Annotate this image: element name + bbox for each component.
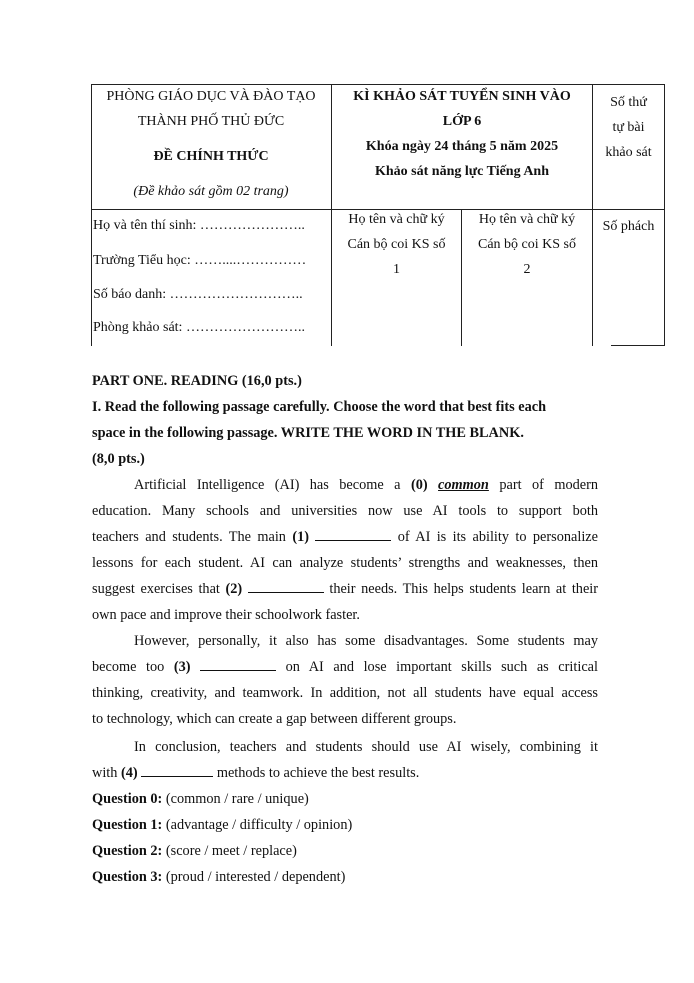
question-1 [92,812,598,838]
proctor-1-number: 1 [393,262,400,277]
proctor-2-block [462,207,592,282]
question-label: Question 0: [92,791,163,807]
secret-code-label: Số phách [602,219,655,234]
exam-title: KÌ KHẢO SÁT TUYỂN SINH VÀO [353,89,571,104]
proctor-1-block [332,207,461,282]
official-label: ĐỀ CHÍNH THỨC [153,149,269,164]
secret-code-underline [611,345,665,346]
passage-line: with (4) methods to achieve the best results. [92,760,598,786]
question-3 [92,864,598,890]
passage-line: lessons for each student. AI can analyze students’ strengths and weaknesses, then [92,555,598,571]
order-number-label [593,90,664,165]
passage-line: teachers and students. The main (1) of AI is its ability to personalize [92,524,598,550]
passage-line: Artificial Intelligence (AI) has become a (0) common part of modern [134,477,598,493]
question-label: Question 3: [92,869,163,885]
passage-line: own pace and improve their schoolwork faster. [92,607,360,623]
primary-school-field: Trường Tiểu học: ……....…………… [93,253,307,268]
exam-title-block [332,84,592,184]
blank-number-3: (3) [173,659,191,675]
exam-date: Khóa ngày 24 tháng 5 năm 2025 [365,139,559,154]
passage-line: to technology, which can create a gap between different groups. [92,711,457,727]
example-answer: common [438,477,489,493]
blank-number-2: (2) [225,581,243,597]
exam-subject: Khảo sát năng lực Tiếng Anh [375,164,549,179]
proctor-1-line-1: Họ tên và chữ ký [348,212,445,227]
question-label: Question 2: [92,843,163,859]
header-table [91,84,665,346]
question-2 [92,838,598,864]
candidate-id-field: Số báo danh: ……………………….. [93,287,303,302]
question-options: (common / rare / unique) [165,791,309,807]
order-line-1: Số thứ [610,95,647,110]
office-name: PHÒNG GIÁO DỤC VÀ ĐÀO TẠO [106,89,316,104]
answer-blank-1[interactable] [315,526,391,541]
answer-blank-4[interactable] [141,762,213,777]
question-options: (proud / interested / dependent) [165,869,346,885]
blank-number-0: (0) [410,477,428,493]
education-office [91,84,331,204]
exam-grade: LỚP 6 [442,114,482,129]
table-right-border [664,84,665,346]
question-options: (score / meet / replace) [165,843,297,859]
instruction-line-2: space in the following passage. WRITE THE WORD IN THE BLANK. [92,425,524,441]
passage-line: suggest exercises that (2) their needs. This helps students learn at their [92,576,598,602]
passage-line: However, personally, it also has some disadvantages. Some students may [134,633,598,649]
order-line-3: khảo sát [605,145,652,160]
question-options: (advantage / difficulty / opinion) [165,817,353,833]
answer-blank-2[interactable] [248,578,324,593]
proctor-2-line-2: Cán bộ coi KS số [478,237,576,252]
order-line-2: tự bài [612,120,645,135]
exam-room-field: Phòng khảo sát: …………………….. [93,320,305,335]
proctor-2-line-1: Họ tên và chữ ký [478,212,576,227]
proctor-2-number: 2 [523,262,531,277]
candidate-name-field: Họ và tên thí sinh: ………………….. [93,218,305,233]
blank-number-4: (4) [121,765,138,781]
passage-line: In conclusion, teachers and students should use AI wisely, combining it [134,739,598,755]
question-0 [92,786,598,812]
part-title: PART ONE. READING (16,0 pts.) [92,373,302,389]
passage-line: thinking, creativity, and teamwork. In addition, not all students have equal access [92,685,598,701]
question-label: Question 1: [92,817,163,833]
proctor-1-line-2: Cán bộ coi KS số [347,237,446,252]
office-city: THÀNH PHỐ THỦ ĐỨC [137,114,285,129]
passage-line: become too (3) on AI and lose important skills such as critical [92,654,598,680]
blank-number-1: (1) [292,529,309,545]
instruction-line-1: I. Read the following passage carefully. Choose the word that best fits each [92,399,547,415]
passage-line: education. Many schools and universities now use AI tools to support both [92,503,598,519]
instruction-points: (8,0 pts.) [92,451,145,467]
answer-blank-3[interactable] [200,656,276,671]
pages-note: (Đề khảo sát gồm 02 trang) [133,184,289,199]
